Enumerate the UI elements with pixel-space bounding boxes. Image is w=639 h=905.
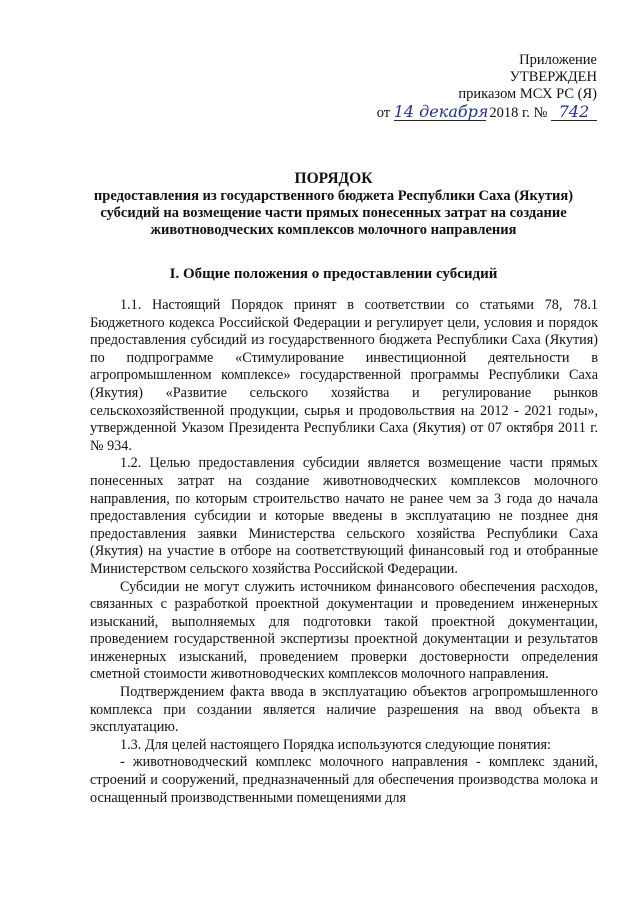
- title-subtitle-line: предоставления из государственного бюджета Республики Саха (Якутия): [93, 188, 574, 204]
- title-subtitle-line: субсидий на возмещение части прямых понесенных затрат на создание: [100, 205, 567, 221]
- paragraph: 1.2. Целью предоставления субсидии является возмещение части прямых понесенных затрат на создание животноводческих комплексов молочного направления, по которым строительство начато не ранее чем за 3 года до начала предоставления субсидии и которые введены в эксплуатацию не позднее дня предоставления заявки Министерства сельского хозяйства Республики Саха (Якутия) на участие в отборе на соответствующий финансовый год и отобранные Министерством сельского хозяйства Российской Федерации.: [90, 455, 598, 577]
- paragraph: 1.3. Для целей настоящего Порядка используются следующие понятия:: [120, 736, 551, 753]
- approval-header: [377, 52, 597, 122]
- title-subtitle-line: животноводческих комплексов молочного направления: [150, 222, 517, 238]
- paragraph: Субсидии не могут служить источником финансового обеспечения расходов, связанных с разработкой проектной документации и проведением инженерных изысканий, выполняемых для подготовки такой проектной документации, проведением государственной экспертизы проектной документации и результатов инженерных изысканий, проведением проверки достоверности определения сметной стоимости животноводческих комплексов молочного направления.: [90, 578, 598, 683]
- approved-label: УТВЕРЖДЕН: [509, 69, 597, 85]
- paragraph: - животноводческий комплекс молочного направления - комплекс зданий, строений и сооружений, предназначенный для обеспечения производства молока и оснащенный производственными помещениями для: [90, 754, 598, 806]
- paragraph: 1.1. Настоящий Порядок принят в соответствии со статьями 78, 78.1 Бюджетного кодекса Российской Федерации и регулирует цели, условия и порядок предоставления субсидий из государственного бюджета Республики Саха (Якутия) по подпрограмме «Стимулирование инвестиционной деятельности в агропромышленном комплексе» государственной программы Республики Саха (Якутия) «Развитие сельского хозяйства и регулирование рынков сельскохозяйственной продукции, сырья и продовольствия на 2012 - 2021 годы», утвержденной Указом Президента Республики Саха (Якутия) от 07 октября 2011 г. № 934.: [90, 297, 598, 454]
- handwritten-number: 742: [551, 103, 597, 121]
- date-prefix: от: [376, 105, 391, 121]
- section-heading: I. Общие положения о предоставлении субсидий: [169, 266, 498, 282]
- document-title: [60, 170, 607, 239]
- order-label: приказом МСХ РС (Я): [458, 86, 597, 102]
- appendix-label: Приложение: [519, 52, 597, 68]
- paragraph: Подтверждением факта ввода в эксплуатацию объектов агропромышленного комплекса при создании является наличие разрешения на ввод объекта в эксплуатацию.: [90, 684, 598, 736]
- handwritten-date: 14 декабря: [393, 102, 489, 121]
- title-main: ПОРЯДОК: [294, 170, 373, 187]
- order-date-line: [377, 103, 597, 122]
- year-label: 2018 г. №: [489, 105, 548, 121]
- document-body: [90, 297, 598, 807]
